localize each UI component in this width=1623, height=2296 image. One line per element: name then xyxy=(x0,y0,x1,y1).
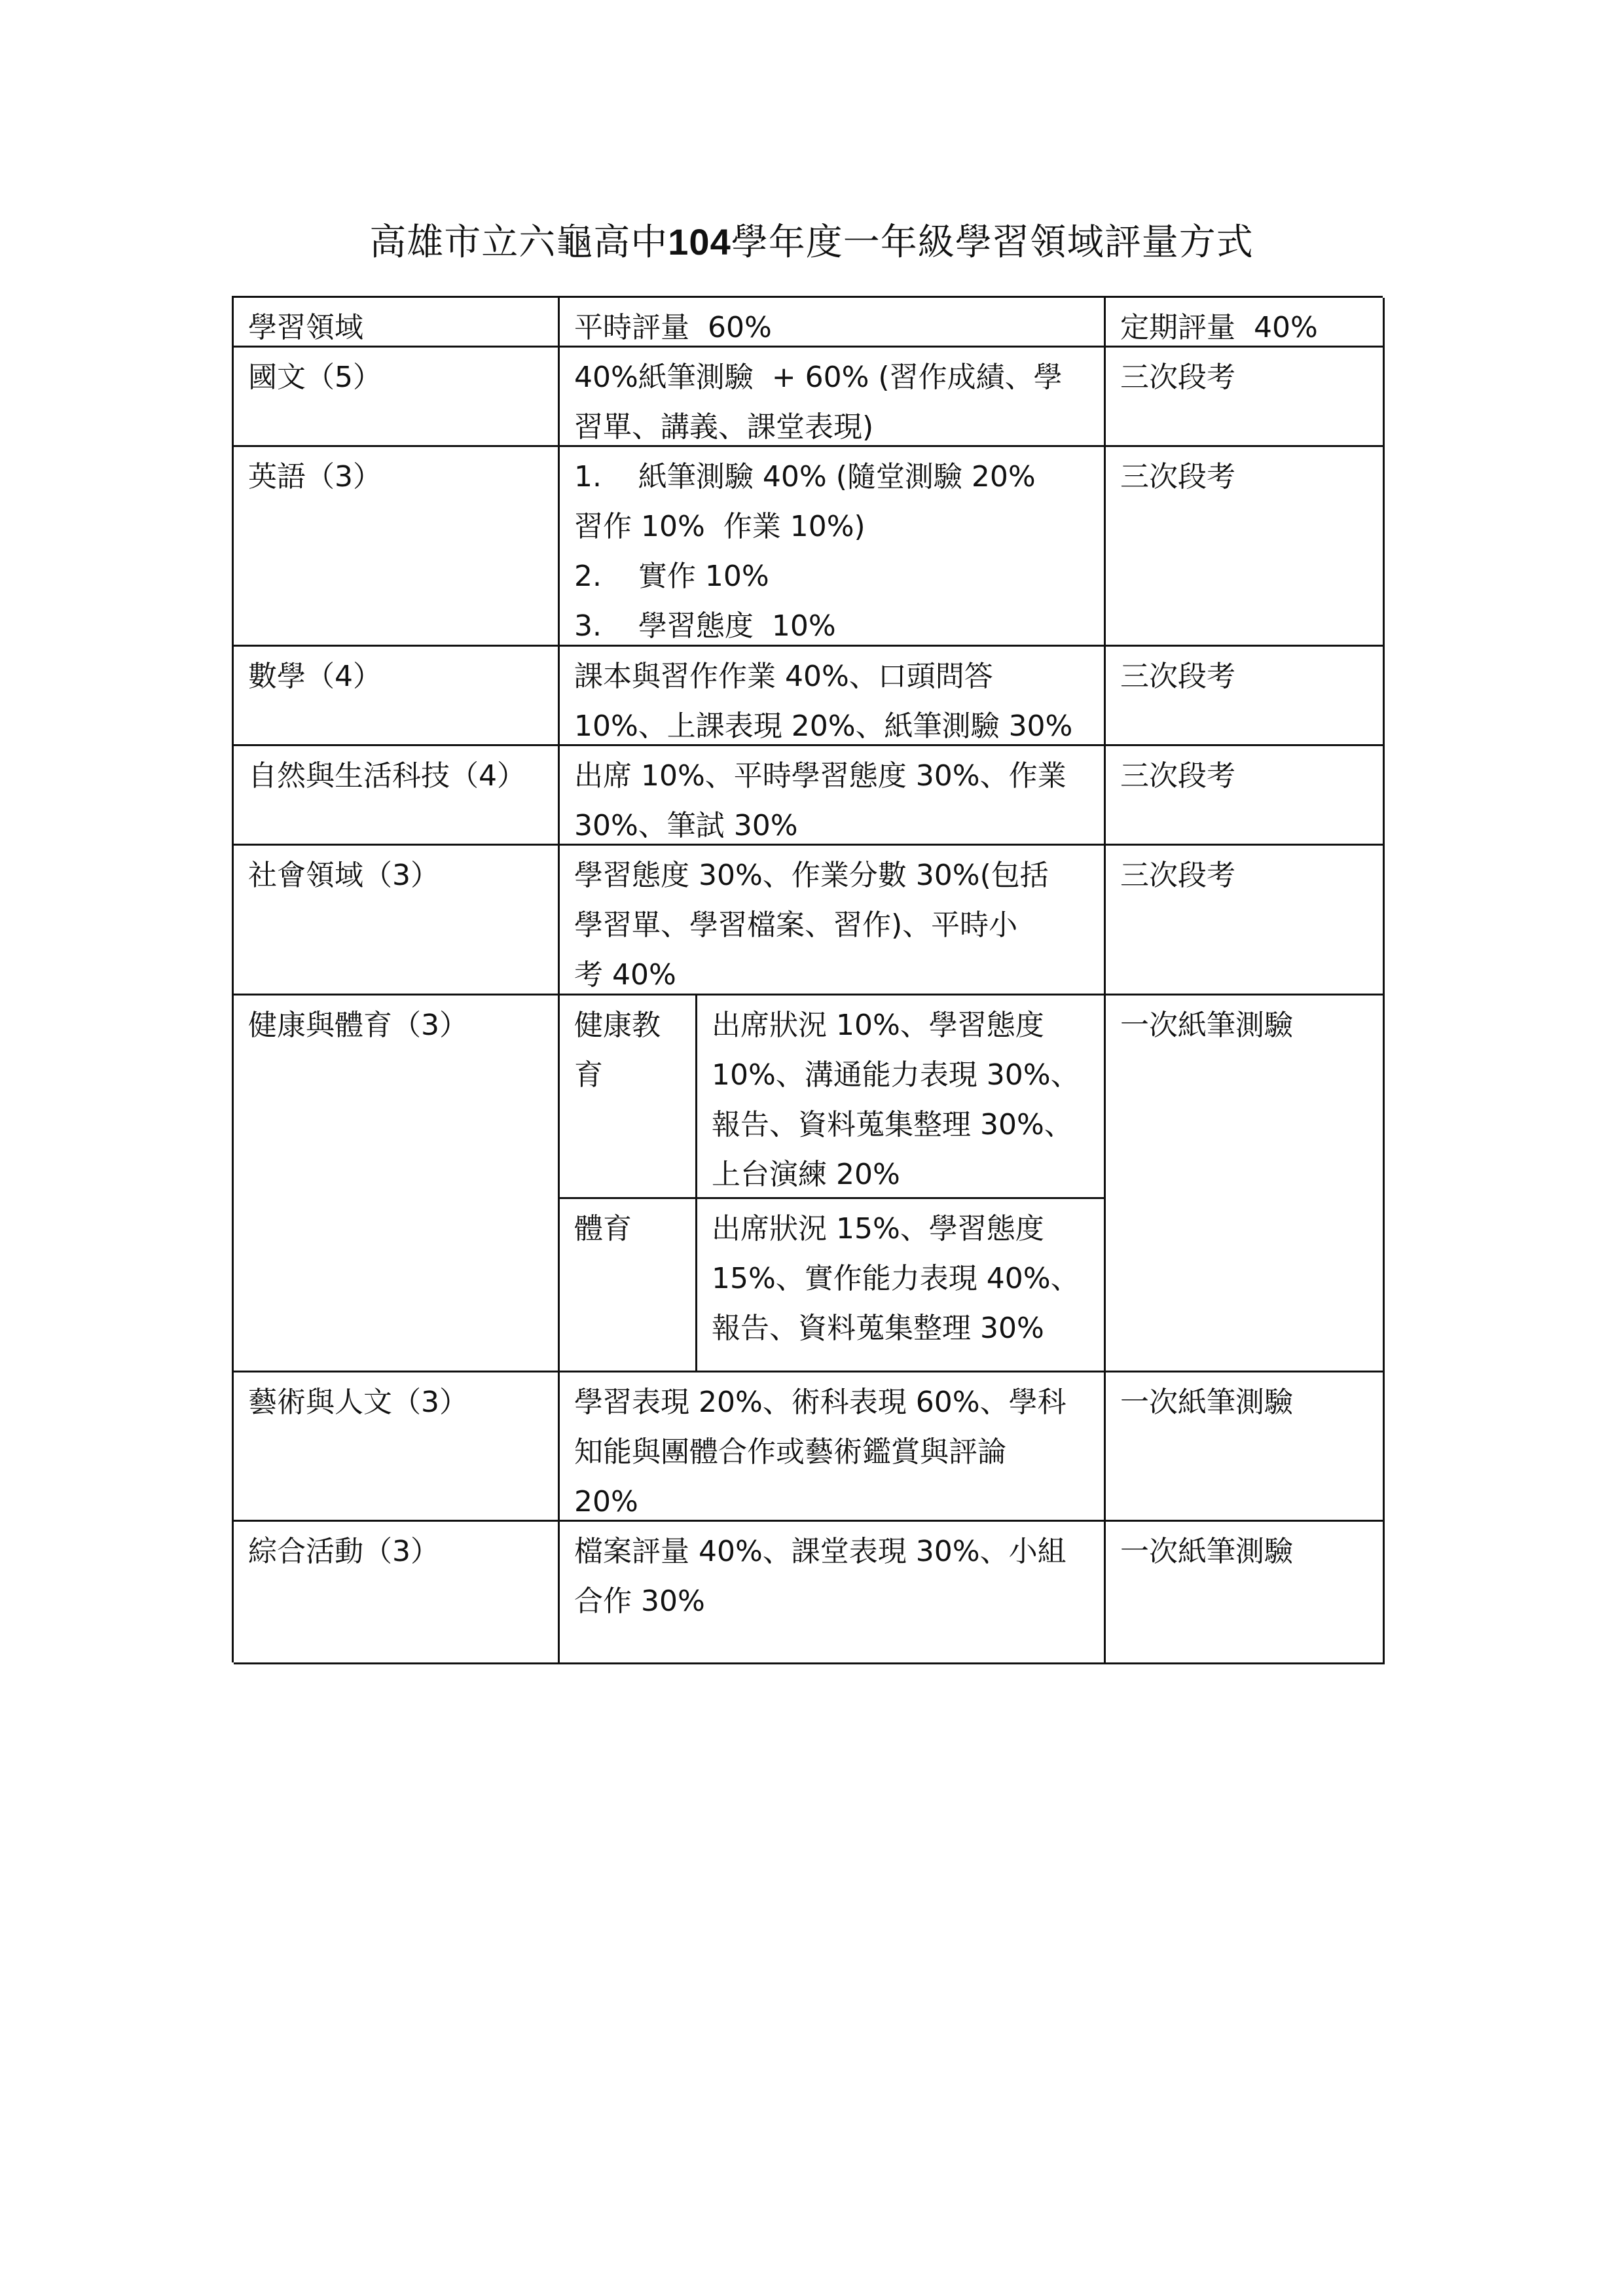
title-suffix: 學年度一年級學習領域評量方式 xyxy=(731,221,1254,264)
regular-cell: 出席 10%、平時學習態度 30%、作業 30%、筆試 30% xyxy=(560,746,1106,846)
regular-cell: 學習表現 20%、術科表現 60%、學科 知能與團體合作或藝術鑑賞與評論 20% xyxy=(560,1372,1106,1522)
subject-cell: 英語（3） xyxy=(234,447,560,647)
periodic-cell: 一次紙筆測驗 xyxy=(1106,1522,1385,1664)
header-periodic: 定期評量 40% xyxy=(1106,298,1385,348)
regular-cell: 課本與習作作業 40%、口頭問答 10%、上課表現 20%、紙筆測驗 30% xyxy=(560,647,1106,746)
subject-cell: 社會領域（3） xyxy=(234,846,560,996)
title-prefix: 高雄市立六龜高中 xyxy=(369,221,668,264)
subject-cell: 健康與體育（3） xyxy=(234,996,560,1372)
subject-cell: 自然與生活科技（4） xyxy=(234,746,560,846)
subject-cell: 綜合活動（3） xyxy=(234,1522,560,1664)
regular-cell: 出席狀況 10%、學習態度 10%、溝通能力表現 30%、 報告、資料蒐集整理 30%、 上台演練 20% xyxy=(697,996,1106,1199)
header-regular: 平時評量 60% xyxy=(560,298,1106,348)
periodic-cell: 三次段考 xyxy=(1106,647,1385,746)
regular-cell: 檔案評量 40%、課堂表現 30%、小組 合作 30% xyxy=(560,1522,1106,1664)
regular-cell: 學習態度 30%、作業分數 30%(包括 學習單、學習檔案、習作)、平時小 考 40% xyxy=(560,846,1106,996)
assessment-table xyxy=(232,296,1383,1662)
sub-subject-cell: 健康教 育 xyxy=(560,996,697,1199)
periodic-cell: 三次段考 xyxy=(1106,846,1385,996)
regular-cell: 40%紙筆測驗 + 60% (習作成績、學 習單、講義、課堂表現) xyxy=(560,348,1106,447)
subject-cell: 國文（5） xyxy=(234,348,560,447)
periodic-cell: 一次紙筆測驗 xyxy=(1106,1372,1385,1522)
title-year: 104 xyxy=(668,221,731,262)
page-title xyxy=(0,216,1623,269)
periodic-cell: 三次段考 xyxy=(1106,746,1385,846)
header-subject: 學習領域 xyxy=(234,298,560,348)
regular-cell: 出席狀況 15%、學習態度 15%、實作能力表現 40%、 報告、資料蒐集整理 30% xyxy=(697,1199,1106,1372)
sub-subject-cell: 體育 xyxy=(560,1199,697,1372)
subject-cell: 數學（4） xyxy=(234,647,560,746)
periodic-cell: 三次段考 xyxy=(1106,348,1385,447)
subject-cell: 藝術與人文（3） xyxy=(234,1372,560,1522)
periodic-cell: 一次紙筆測驗 xyxy=(1106,996,1385,1372)
regular-cell: 1. 紙筆測驗 40% (隨堂測驗 20% 習作 10% 作業 10%) 2. 實作 10% 3. 學習態度 10% xyxy=(560,447,1106,647)
periodic-cell: 三次段考 xyxy=(1106,447,1385,647)
